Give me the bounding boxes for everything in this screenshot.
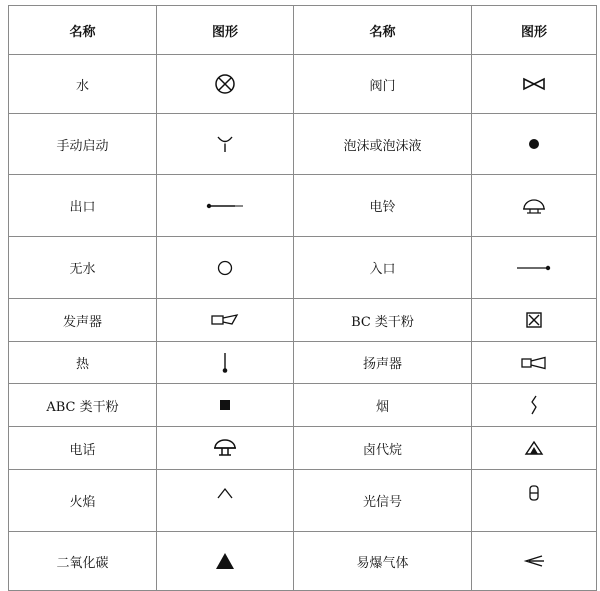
symbol-cell-left <box>157 55 294 114</box>
table-row <box>9 427 597 470</box>
row-label-right: 泡沫或泡沫液 <box>294 114 472 175</box>
explosive-gas-icon <box>522 553 546 569</box>
symbol-cell-left <box>157 384 294 427</box>
filled-dot-icon <box>526 136 542 152</box>
symbol-cell-right <box>472 237 597 299</box>
light-signal-icon <box>528 484 540 502</box>
halon-triangle-icon <box>524 440 544 456</box>
header-figure-right: 图形 <box>472 6 597 55</box>
thermometer-icon <box>220 351 230 375</box>
open-circle-icon <box>216 259 234 277</box>
header-figure-left: 图形 <box>157 6 294 55</box>
table-row <box>9 114 597 175</box>
telephone-icon <box>212 438 238 458</box>
speaker-icon <box>520 356 548 370</box>
symbol-cell-left <box>157 175 294 237</box>
symbol-cell-right <box>472 299 597 342</box>
y-fork-icon <box>215 134 235 154</box>
symbol-cell-left <box>157 470 294 532</box>
sounder-icon <box>210 313 240 327</box>
symbol-cell-left <box>157 427 294 470</box>
symbol-cell-left <box>157 114 294 175</box>
header-name-left: 名称 <box>9 6 157 55</box>
row-label-left: 火焰 <box>9 470 157 532</box>
row-label-right: 易爆气体 <box>294 532 472 591</box>
row-label-left: 电话 <box>9 427 157 470</box>
table-row <box>9 175 597 237</box>
symbol-cell-right <box>472 427 597 470</box>
row-label-right: 烟 <box>294 384 472 427</box>
circle-x-icon <box>213 72 237 96</box>
filled-triangle-icon <box>214 551 236 571</box>
bell-icon <box>521 197 547 215</box>
filled-square-icon <box>218 398 232 412</box>
symbol-cell-right <box>472 532 597 591</box>
symbol-table <box>8 5 597 591</box>
table-row <box>9 55 597 114</box>
row-label-right: BC 类干粉 <box>294 299 472 342</box>
outlet-line-icon <box>205 201 245 211</box>
table-row <box>9 342 597 384</box>
symbol-cell-right <box>472 384 597 427</box>
row-label-right: 卤代烷 <box>294 427 472 470</box>
row-label-left: 二氧化碳 <box>9 532 157 591</box>
table-header-row <box>9 6 597 55</box>
row-label-right: 入口 <box>294 237 472 299</box>
symbol-cell-right <box>472 175 597 237</box>
row-label-right: 阀门 <box>294 55 472 114</box>
row-label-left: 水 <box>9 55 157 114</box>
boxed-x-icon <box>525 311 543 329</box>
table-row <box>9 470 597 532</box>
bowtie-valve-icon <box>521 77 547 91</box>
row-label-right: 电铃 <box>294 175 472 237</box>
smoke-squiggle-icon <box>528 394 540 416</box>
symbol-cell-left <box>157 342 294 384</box>
row-label-left: 发声器 <box>9 299 157 342</box>
symbol-cell-left <box>157 299 294 342</box>
symbol-cell-left <box>157 532 294 591</box>
table-row <box>9 299 597 342</box>
header-name-right: 名称 <box>294 6 472 55</box>
table-row <box>9 237 597 299</box>
row-label-left: ABC 类干粉 <box>9 384 157 427</box>
table-row <box>9 532 597 591</box>
table-row <box>9 384 597 427</box>
symbol-cell-right <box>472 342 597 384</box>
symbol-cell-right <box>472 55 597 114</box>
row-label-left: 出口 <box>9 175 157 237</box>
symbol-cell-right <box>472 114 597 175</box>
row-label-left: 手动启动 <box>9 114 157 175</box>
inlet-line-icon <box>516 263 552 273</box>
caret-up-icon <box>216 486 234 500</box>
row-label-left: 无水 <box>9 237 157 299</box>
symbol-cell-right <box>472 470 597 532</box>
row-label-right: 光信号 <box>294 470 472 532</box>
row-label-left: 热 <box>9 342 157 384</box>
symbol-cell-left <box>157 237 294 299</box>
row-label-right: 扬声器 <box>294 342 472 384</box>
